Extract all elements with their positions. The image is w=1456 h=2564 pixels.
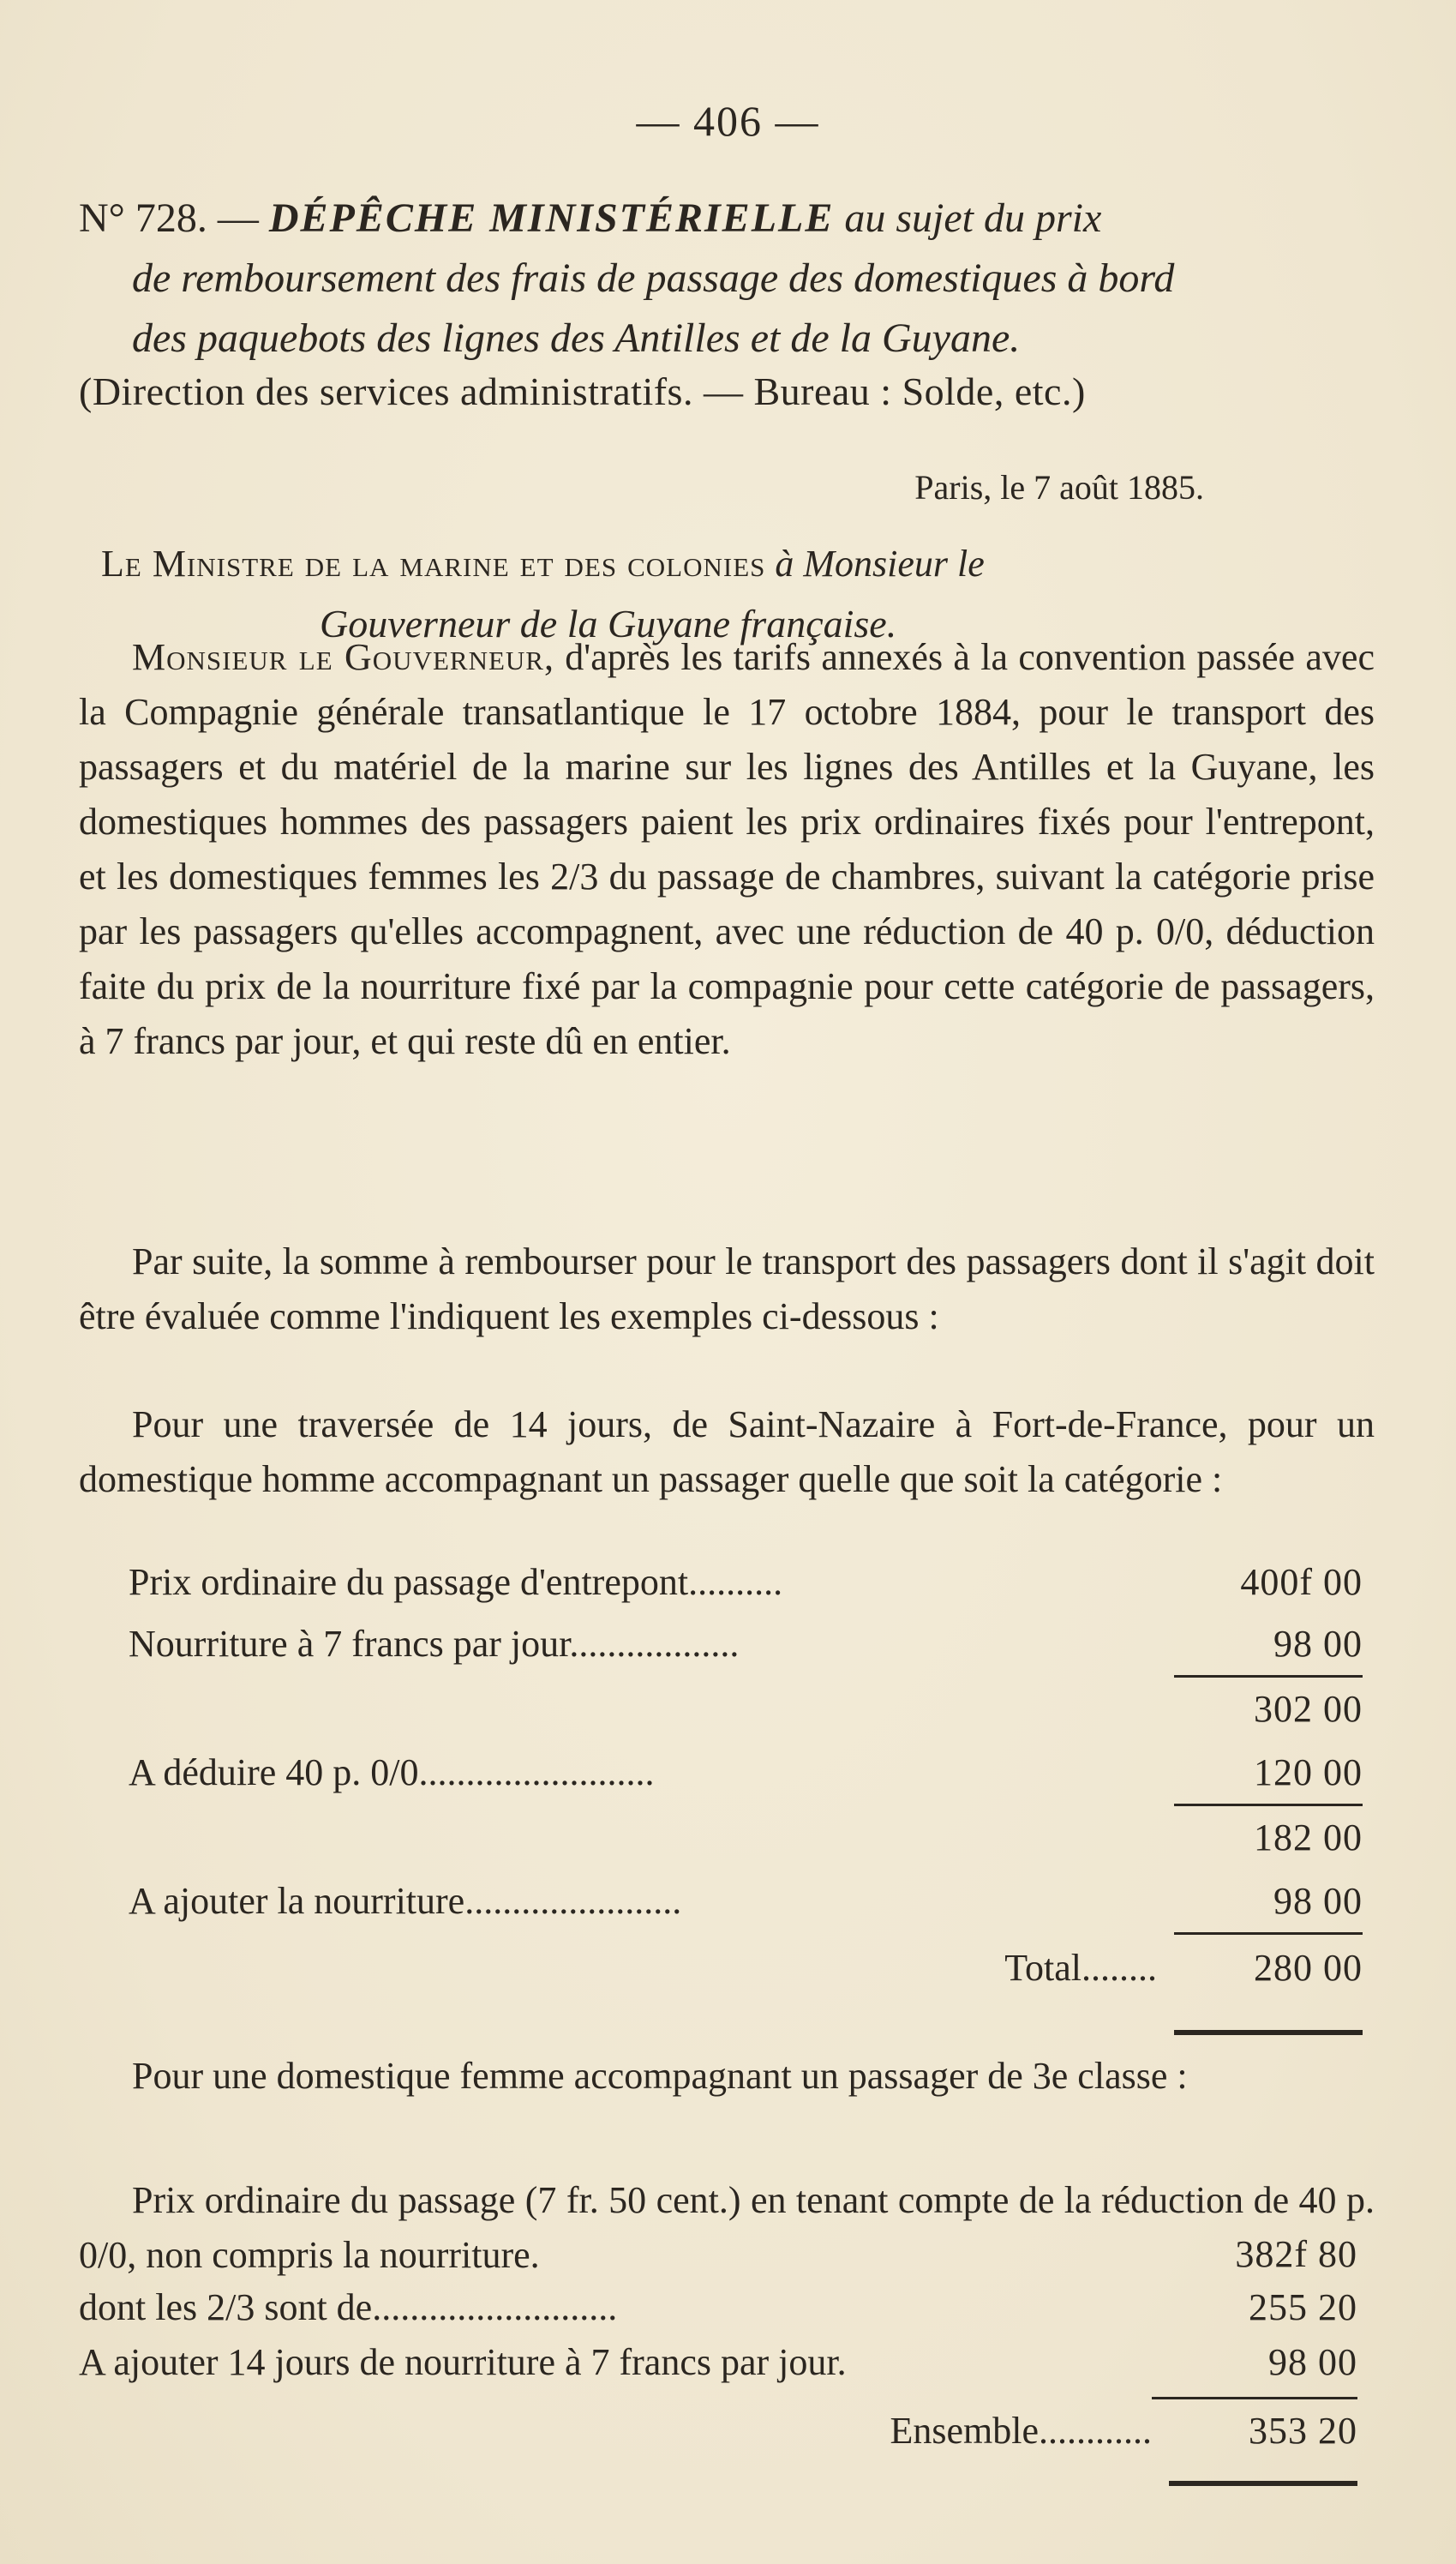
- ledger-amount: 182 00: [1254, 1816, 1363, 1858]
- paragraph-4-text: Pour une domestique femme accompagnant un passager de 3e classe :: [132, 2055, 1188, 2097]
- total-rule: [1174, 2030, 1363, 2035]
- page-number: — 406 —: [636, 97, 820, 145]
- ledger-label: dont les 2/3 sont de..........................: [79, 2286, 618, 2328]
- document-title: DÉPÊCHE MINISTÉRIELLE: [268, 195, 835, 241]
- direction-line: (Direction des services administratifs. — Bureau : Solde, etc.): [79, 369, 1086, 413]
- ledger-label: A ajouter la nourriture.......................: [129, 1880, 682, 1922]
- sum-rule: [1152, 2397, 1357, 2399]
- dateline: Paris, le 7 août 1885.: [914, 468, 1204, 507]
- ledger-label: A ajouter 14 jours de nourriture à 7 francs par jour.: [79, 2341, 847, 2383]
- paragraph-5-body: Prix ordinaire du passage (7 fr. 50 cent.) en tenant compte de la réduction de 40 p. 0/0, non compris la nourriture.: [79, 2179, 1375, 2276]
- ledger-row: [79, 2409, 1375, 2467]
- ledger-row: [79, 2232, 1375, 2291]
- ledger-amount: 98 00: [1268, 2341, 1357, 2383]
- ledger-row: [79, 2285, 1375, 2344]
- ledger-label: Prix ordinaire du passage d'entrepont..........: [129, 1561, 783, 1603]
- document-subject-line1: au sujet du prix: [844, 195, 1102, 241]
- sum-rule: [1174, 1675, 1363, 1678]
- ledger-row: [129, 1687, 1363, 1745]
- ledger-amount: 98 00: [1273, 1623, 1363, 1665]
- ledger-amount: 382f 80: [1235, 2233, 1357, 2275]
- ledger-label: A déduire 40 p. 0/0.........................: [129, 1751, 655, 1793]
- paragraph-2-text: Par suite, la somme à rembourser pour le transport des passagers dont il s'agit doit être évaluée comme l'indiquent les exemples ci-dessous :: [79, 1240, 1375, 1337]
- ledger-label: Nourriture à 7 francs par jour..................: [129, 1623, 740, 1665]
- ledger-row: [79, 2340, 1375, 2399]
- document-heading: [79, 189, 1375, 369]
- paragraph-1-text: [79, 630, 1375, 1069]
- document-number: N° 728. —: [79, 195, 259, 241]
- address-to-line2: Gouverneur de la Guyane française.: [320, 602, 897, 646]
- ledger-row: [129, 1750, 1363, 1809]
- ledger-amount: 98 00: [1273, 1880, 1363, 1922]
- address-to-prefix: à Monsieur le: [775, 543, 985, 585]
- ledger-row: [129, 1946, 1363, 2004]
- document-subject-line2: de remboursement des frais de passage des domestiques à bord: [132, 255, 1175, 301]
- total-rule: [1169, 2481, 1357, 2486]
- ledger-amount: 302 00: [1254, 1688, 1363, 1730]
- paragraph-1-body: d'après les tarifs annexés à la convention passée avec la Compagnie générale transatlantique le 17 octobre 1884, pour le transport des passagers et du matériel de la marine sur les lignes des Antilles et la Guyane, les domestiques hommes des passagers paient les prix ordinaires fixés pour l'entrepont, et les domestiques femmes les 2/3 du passage de chambres, suivant la catégorie prise par les passagers qu'elles accompagnent, avec une réduction de 40 p. 0/0, déduction faite du prix de la nourriture fixé par la compagnie pour cette catégorie de passagers, à 7 francs par jour, et qui reste dû en entier.: [79, 636, 1375, 1062]
- ledger-row: [129, 1622, 1363, 1680]
- paragraph-1: [79, 630, 1375, 1069]
- sum-rule: [1174, 1932, 1363, 1935]
- ledger-amount: 120 00: [1254, 1751, 1363, 1793]
- document-subject-line3: des paquebots des lignes des Antilles et de la Guyane.: [132, 315, 1021, 361]
- ledger-amount: 400f 00: [1240, 1561, 1363, 1603]
- address-from: Le Ministre de la marine et des colonies: [101, 543, 766, 585]
- ledger-row: [129, 1560, 1363, 1618]
- ledger-amount: 255 20: [1249, 2286, 1357, 2328]
- salutation: Monsieur le Gouverneur,: [132, 636, 554, 678]
- paragraph-3: [79, 1397, 1375, 1507]
- ledger-row: [129, 1879, 1363, 1937]
- ledger-total-amount: 280 00: [1254, 1947, 1363, 1989]
- ledger-total-label: Total........: [1004, 1947, 1157, 1989]
- ledger-total-amount: 353 20: [1249, 2410, 1357, 2452]
- paragraph-2: [79, 1234, 1375, 1344]
- paragraph-3-text: Pour une traversée de 14 jours, de Saint-Nazaire à Fort-de-France, pour un domestique homme accompagnant un passager quelle que soit la catégorie :: [79, 1403, 1375, 1500]
- ledger-row: [129, 1816, 1363, 1874]
- sum-rule: [1174, 1804, 1363, 1806]
- ledger-total-label: Ensemble............: [890, 2410, 1152, 2452]
- paragraph-4: [79, 2049, 1375, 2104]
